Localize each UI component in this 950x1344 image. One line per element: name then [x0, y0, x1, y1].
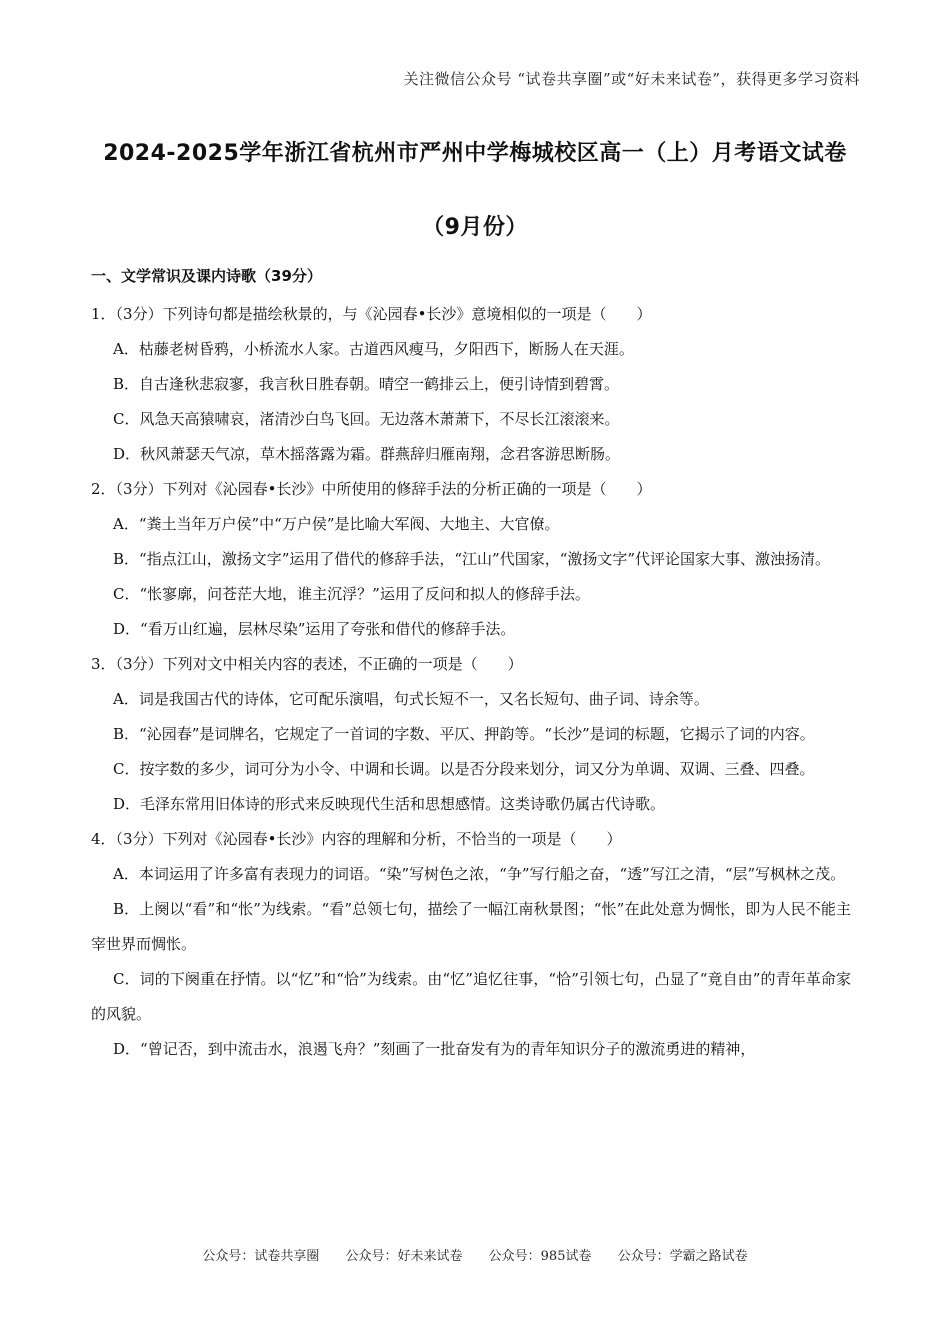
- option-d: D．“看万山红遍，层林尽染”运用了夸张和借代的修辞手法。: [113, 620, 516, 638]
- option-c: C．“怅寥廓，问苍茫大地，谁主沉浮？”运用了反问和拟人的修辞手法。: [113, 585, 590, 603]
- option-d: D．毛泽东常用旧体诗的形式来反映现代生活和思想感情。这类诗歌仍属古代诗歌。: [113, 795, 666, 813]
- question-stem: 4．（3分）下列对《沁园春•长沙》内容的理解和分析，不恰当的一项是（ ）: [91, 830, 622, 848]
- footer-account: 公众号：985试卷: [488, 1249, 592, 1264]
- option-a: A．“粪土当年万户侯”中“万户侯”是比喻大军阀、大地主、大官僚。: [113, 515, 560, 533]
- question-stem: 1．（3分）下列诗句都是描绘秋景的，与《沁园春•长沙》意境相似的一项是（ ）: [91, 305, 652, 323]
- footer-account: 公众号：好未来试卷: [345, 1249, 463, 1264]
- header-note: 关注微信公众号 “试卷共享圈”或“好未来试卷”，获得更多学习资料: [403, 70, 860, 88]
- section-heading: 一、文学常识及课内诗歌（39分）: [91, 267, 322, 285]
- question-list: [91, 297, 851, 1067]
- option-a: A．词是我国古代的诗体，它可配乐演唱，句式长短不一，又名长短句、曲子词、诗余等。: [113, 690, 709, 708]
- option-a: A．本词运用了许多富有表现力的词语。“染”写树色之浓，“争”写行船之奋，“透”写江之清，“层”写枫林之茂。: [113, 865, 846, 883]
- option-a: A．枯藤老树昏鸦，小桥流水人家。古道西风瘦马，夕阳西下，断肠人在天涯。: [113, 340, 634, 358]
- exam-title: 2024-2025学年浙江省杭州市严州中学梅城校区高一（上）月考语文试卷: [103, 141, 847, 166]
- exam-subtitle: （9月份）: [422, 215, 528, 240]
- option-d: D．“曾记否，到中流击水，浪遏飞舟？”刻画了一批奋发有为的青年知识分子的激流勇进的精神，: [113, 1040, 756, 1058]
- option-c: C．风急天高猿啸哀，渚清沙白鸟飞回。无边落木萧萧下，不尽长江滚滚来。: [113, 410, 620, 428]
- option-b: B．上阕以“看”和“怅”为线索。“看”总领七句，描绘了一幅江南秋景图；“怅”在此处意为惆怅，即为人民不能主宰世界而惆怅。: [91, 900, 851, 953]
- footer-account: 公众号：学霸之路试卷: [617, 1249, 748, 1264]
- question-stem: 3．（3分）下列对文中相关内容的表述，不正确的一项是（ ）: [91, 655, 523, 673]
- option-b: B．自古逢秋悲寂寥，我言秋日胜春朝。晴空一鹤排云上，便引诗情到碧霄。: [113, 375, 620, 393]
- option-b: B．“沁园春”是词牌名，它规定了一首词的字数、平仄、押韵等。“长沙”是词的标题，它揭示了词的内容。: [113, 725, 815, 743]
- question-stem: 2．（3分）下列对《沁园春•长沙》中所使用的修辞手法的分析正确的一项是（ ）: [91, 480, 652, 498]
- footer-account: 公众号：试卷共享圈: [202, 1249, 320, 1264]
- option-c: C．按字数的多少，词可分为小令、中调和长调。以是否分段来划分，词又分为单调、双调、三叠、四叠。: [113, 760, 815, 778]
- option-b: B．“指点江山，激扬文字”运用了借代的修辞手法，“江山”代国家，“激扬文字”代评论国家大事、激浊扬清。: [113, 550, 831, 568]
- option-c: C．词的下阕重在抒情。以“忆”和“恰”为线索。由“忆”追忆往事，“恰”引领七句，凸显了“竟自由”的青年革命家的风貌。: [91, 970, 851, 1023]
- footer: [0, 1245, 950, 1264]
- option-d: D．秋风萧瑟天气凉，草木摇落露为霜。群燕辞归雁南翔，念君客游思断肠。: [113, 445, 621, 463]
